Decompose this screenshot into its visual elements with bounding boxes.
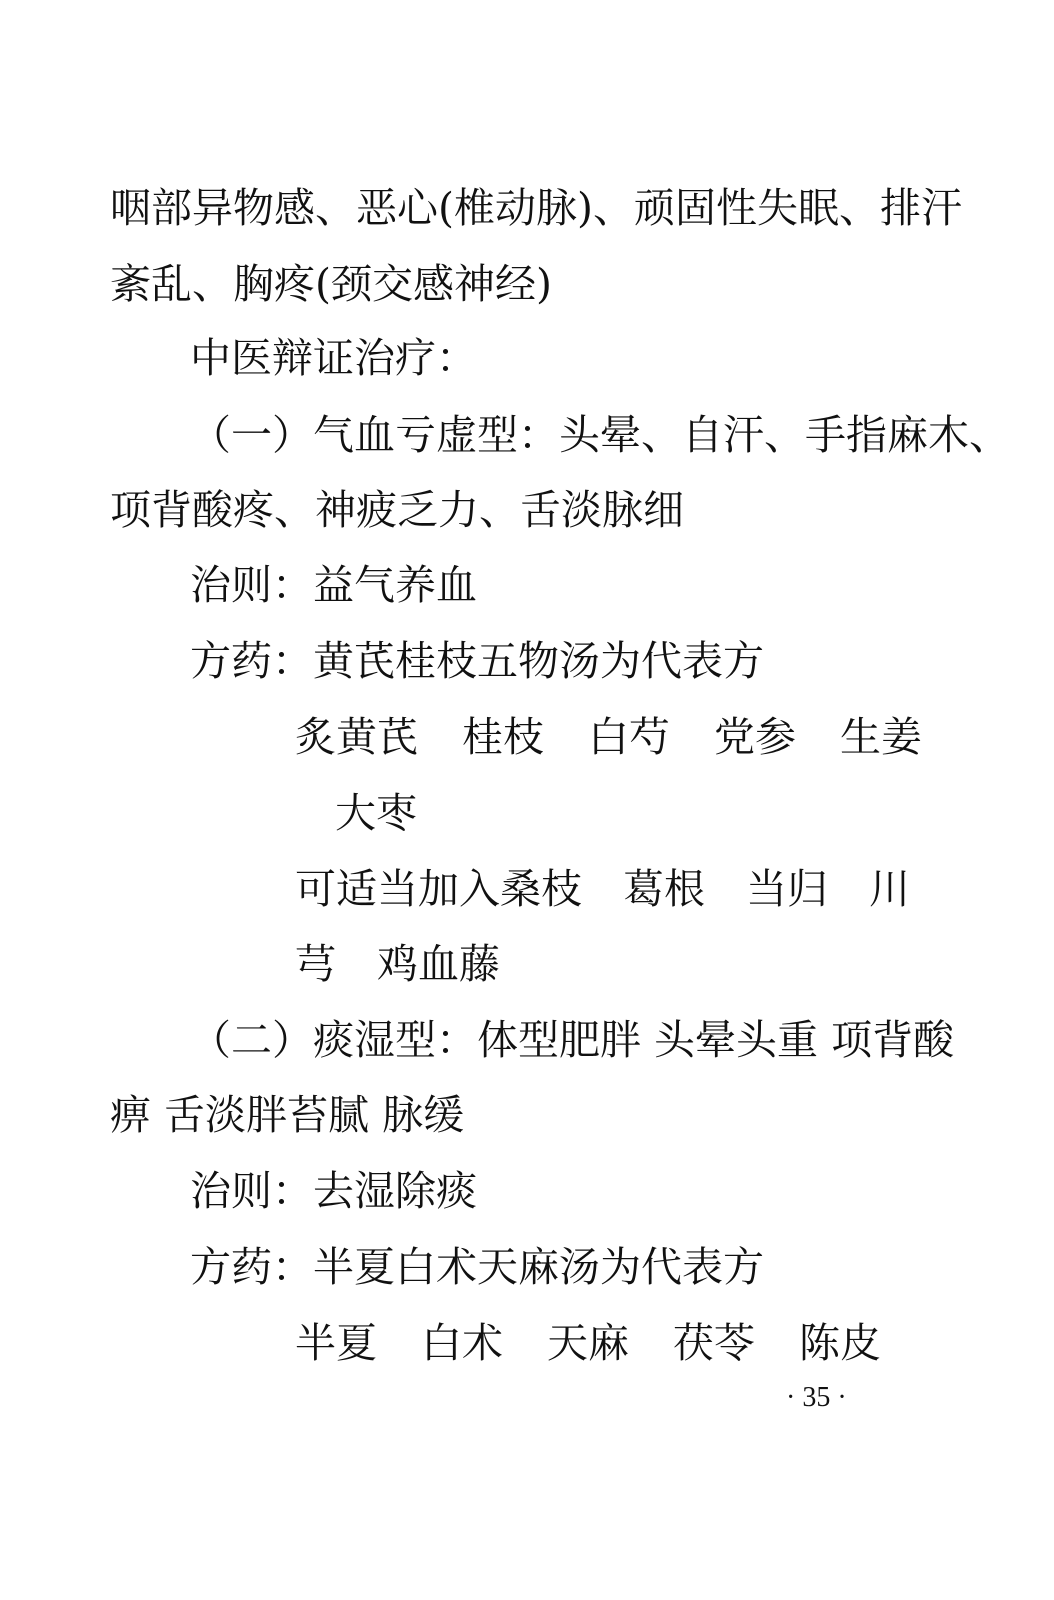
herb-item: 炙黄芪 — [295, 713, 418, 761]
type-1-additions-continued: 芎 鸡血藤 — [295, 940, 500, 988]
type-2-heading: （二）痰湿型：体型肥胖 头晕头重 项背酸 — [190, 1016, 955, 1064]
herb-item: 白术 — [421, 1319, 503, 1367]
text-line-2: 紊乱、胸疼(颈交感神经) — [110, 260, 552, 308]
herb-item: 白芍 — [588, 713, 670, 761]
type-1-formula: 方药：黄芪桂枝五物汤为代表方 — [190, 637, 764, 685]
type-2-formula: 方药：半夏白术天麻汤为代表方 — [190, 1243, 764, 1291]
herb-item: 茯苓 — [673, 1319, 755, 1367]
herb-item: 党参 — [714, 713, 796, 761]
herb-item: 天麻 — [547, 1319, 629, 1367]
herb-item: 生姜 — [840, 713, 922, 761]
herb-item: 半夏 — [295, 1319, 377, 1367]
type-2-symptoms: 痹 舌淡胖苔腻 脉缓 — [110, 1091, 465, 1139]
type-1-herb-continued: 大枣 — [335, 789, 417, 837]
type-1-additions: 可适当加入桑枝 葛根 当归 川 — [295, 865, 910, 913]
type-2-principle: 治则：去湿除痰 — [190, 1167, 477, 1215]
page-number: · 35 · — [786, 1382, 847, 1413]
text-line-1: 咽部异物感、恶心(椎动脉)、顽固性失眠、排汗 — [110, 184, 962, 232]
section-heading: 中医辩证治疗： — [190, 334, 477, 382]
type-1-herb-list — [295, 712, 922, 762]
type-1-symptoms: 项背酸疼、神疲乏力、舌淡脉细 — [110, 486, 684, 534]
herb-item: 陈皮 — [799, 1319, 881, 1367]
herb-item: 桂枝 — [462, 713, 544, 761]
type-1-principle: 治则：益气养血 — [190, 561, 477, 609]
type-2-herb-list — [295, 1318, 881, 1368]
type-1-heading: （一）气血亏虚型：头晕、自汗、手指麻木、 — [190, 411, 1010, 459]
